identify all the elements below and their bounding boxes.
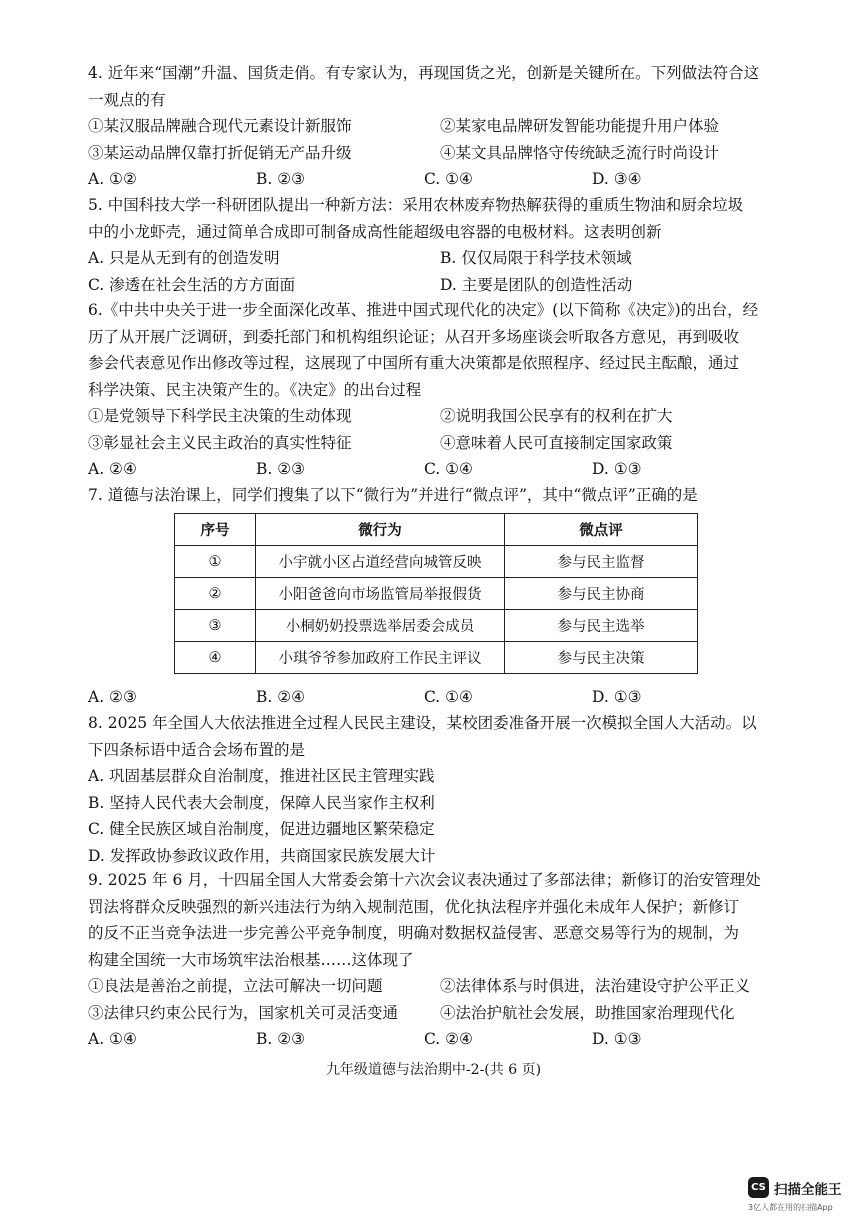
answer-a: A. ①② (88, 170, 137, 188)
answer-c: C. ①④ (424, 460, 473, 478)
answer-b: B. ②③ (256, 1030, 306, 1048)
answer-d: D. ①③ (592, 460, 642, 478)
choice-a: A. 只是从无到有的创造发明 (88, 249, 280, 267)
table-row (175, 546, 698, 578)
question-stem-line: 4. 近年来“国潮”升温、国货走俏。有专家认为，再现国货之光，创新是关键所在。下列做法符合这 (88, 64, 760, 82)
choice-d: D. 主要是团队的创造性活动 (440, 275, 633, 294)
table-cell: ④ (175, 642, 256, 674)
option-3: ③彰显社会主义民主政治的真实性特征 (88, 433, 352, 452)
option-1: ①良法是善治之前提，立法可解决一切问题 (88, 977, 383, 995)
answer-b: B. ②③ (256, 460, 306, 478)
scanner-watermark (748, 1177, 842, 1198)
choice-b: B. 坚持人民代表大会制度，保障人民当家作主权利 (88, 793, 435, 812)
answer-d: D. ①③ (592, 688, 642, 706)
question-stem-line: 5. 中国科技大学一科研团队提出一种新方法：采用农林废弃物热解获得的重质生物油和厨余垃圾 (88, 196, 744, 214)
option-3: ③法律只约束公民行为，国家机关可灵活变通 (88, 1003, 399, 1022)
answer-a: A. ②④ (88, 460, 137, 478)
table-cell: 参与民主选举 (505, 610, 698, 642)
option-4: ④某文具品牌恪守传统缺乏流行时尚设计 (440, 143, 720, 162)
answer-d: D. ③④ (592, 170, 642, 188)
question-9 (88, 867, 788, 1053)
question-7 (88, 482, 788, 509)
table-cell: 小阳爸爸向市场监管局举报假货 (256, 578, 505, 610)
option-3: ③某运动品牌仅靠打折促销无产品升级 (88, 143, 352, 162)
choice-d: D. 发挥政协参政议政作用，共商国家民族发展大计 (88, 846, 436, 865)
question-stem-line: 6.《中共中央关于进一步全面深化改革、推进中国式现代化的决定》(以下简称《决定》)的出台，经 (88, 301, 759, 319)
answer-c: C. ①④ (424, 170, 473, 188)
option-row (88, 403, 788, 430)
option-2: ②法律体系与时俱进，法治建设守护公平正义 (440, 977, 751, 995)
option-row (88, 113, 788, 140)
column-header-comment: 微点评 (505, 514, 698, 546)
question-stem-line: 参会代表意见作出修改等过程，这展现了中国所有重大决策都是依照程序、经过民主酝酿，通过 (88, 354, 740, 372)
table-row (175, 578, 698, 610)
question-stem-line: 7. 道德与法治课上，同学们搜集了以下“微行为”并进行“微点评”，其中“微点评”正确的是 (88, 486, 698, 504)
option-row (88, 973, 788, 1000)
table-cell: 小宇就小区占道经营向城管反映 (256, 546, 505, 578)
choice-row (88, 245, 788, 272)
brand-name: 扫描全能王 (774, 1181, 842, 1198)
question-5 (88, 192, 788, 298)
question-4 (88, 60, 788, 193)
answer-b: B. ②③ (256, 170, 306, 188)
table-cell: 小桐奶奶投票选举居委会成员 (256, 610, 505, 642)
choice-c: C. 渗透在社会生活的方方面面 (88, 275, 296, 294)
option-4: ④意味着人民可直接制定国家政策 (440, 433, 673, 452)
table-row (175, 610, 698, 642)
choice-b: B. 仅仅局限于科学技术领域 (440, 249, 632, 267)
answer-row (88, 166, 788, 193)
table-cell: ② (175, 578, 256, 610)
question-stem-line: 中的小龙虾壳，通过简单合成即可制备成高性能超级电容器的电极材料。这表明创新 (88, 222, 662, 241)
column-header-behavior: 微行为 (256, 514, 505, 546)
choice-c: C. 健全民族区域自治制度，促进边疆地区繁荣稳定 (88, 820, 435, 838)
answer-b: B. ②④ (256, 688, 306, 706)
table-cell: 参与民主监督 (505, 546, 698, 578)
choice-row (88, 272, 788, 299)
choice-a: A. 巩固基层群众自治制度，推进社区民主管理实践 (88, 767, 435, 785)
question-7-answers (88, 684, 788, 711)
table-header-row (175, 514, 698, 546)
question-8 (88, 710, 788, 869)
question-stem-line: 罚法将群众反映强烈的新兴违法行为纳入规制范围，优化执法程序并强化未成年人保护；新修订 (88, 897, 740, 916)
table-cell: ③ (175, 610, 256, 642)
option-1: ①某汉服品牌融合现代元素设计新服饰 (88, 117, 352, 135)
column-header-number: 序号 (175, 514, 256, 546)
option-row (88, 430, 788, 457)
answer-a: A. ①④ (88, 1030, 137, 1048)
table-row (175, 642, 698, 674)
table-cell: 参与民主协商 (505, 578, 698, 610)
question-stem-line: 构建全国统一大市场筑牢法治根基……这体现了 (88, 950, 414, 969)
answer-c: C. ①④ (424, 688, 473, 706)
option-4: ④法治护航社会发展，助推国家治理现代化 (440, 1003, 735, 1022)
table-cell: ① (175, 546, 256, 578)
question-stem-line: 下四条标语中适合会场布置的是 (88, 740, 306, 759)
answer-row (88, 684, 788, 711)
option-2: ②某家电品牌研发智能功能提升用户体验 (440, 117, 720, 135)
question-stem-line: 的反不正当竞争法进一步完善公平竞争制度，明确对数据权益侵害、恶意交易等行为的规制，为 (88, 924, 740, 942)
table-cell: 小琪爷爷参加政府工作民主评议 (256, 642, 505, 674)
brand-tagline: 3亿人都在用的扫描App (748, 1203, 833, 1212)
option-2: ②说明我国公民享有的权利在扩大 (440, 407, 673, 425)
question-6 (88, 297, 788, 483)
camscanner-logo-icon: CS (748, 1177, 769, 1198)
question-stem-line: 9. 2025 年 6 月，十四届全国人大常委会第十六次会议表决通过了多部法律；新修订的治安管理处 (88, 871, 761, 889)
table-cell: 参与民主决策 (505, 642, 698, 674)
question-stem-line: 科学决策、民主决策产生的。《决定》的出台过程 (88, 380, 422, 399)
option-row (88, 1000, 788, 1027)
option-1: ①是党领导下科学民主决策的生动体现 (88, 407, 352, 425)
question-stem-line: 一观点的有 (88, 90, 166, 109)
page-footer: 九年级道德与法治期中-2-(共 6 页) (325, 1062, 542, 1078)
answer-row (88, 456, 788, 483)
answer-row (88, 1026, 788, 1053)
answer-c: C. ②④ (424, 1030, 473, 1048)
question-stem-line: 历了从开展广泛调研，到委托部门和机构组织论证；从召开多场座谈会听取各方意见，再到吸收 (88, 327, 740, 346)
answer-d: D. ①③ (592, 1030, 642, 1048)
micro-behavior-table (174, 513, 698, 674)
answer-a: A. ②③ (88, 688, 137, 706)
question-stem-line: 8. 2025 年全国人大依法推进全过程人民民主建设，某校团委准备开展一次模拟全国人大活动。以 (88, 714, 757, 732)
option-row (88, 140, 788, 167)
